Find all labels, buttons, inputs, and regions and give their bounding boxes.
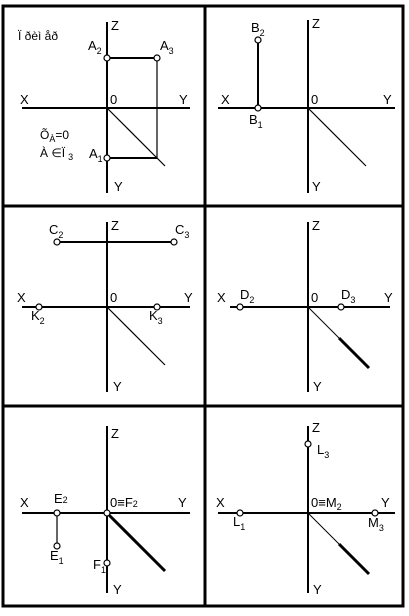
- p2-origin-label: 0: [311, 92, 319, 107]
- p5-y-label: Y: [178, 495, 187, 510]
- p1-label-a2: $A_2$: [88, 38, 102, 56]
- p3-y-label: Y: [184, 290, 193, 305]
- p6-label-m3: $M_3$: [368, 515, 384, 533]
- p3-label-c2: $C_2$: [49, 222, 64, 240]
- p4-origin-label: 0: [311, 290, 319, 305]
- p3-label-k2: $K_2$: [31, 308, 45, 326]
- p6-point-l3: [305, 441, 311, 447]
- p2-x-label: X: [221, 92, 230, 107]
- p4-z-label: Z: [312, 218, 320, 233]
- p2-point-b1: [255, 105, 261, 111]
- p1-caption: Ï ðèì åð: [18, 29, 59, 43]
- panel-6: [216, 420, 395, 597]
- p3-label-c3: $C_3$: [175, 222, 190, 240]
- p6-y-label: Y: [381, 495, 390, 510]
- p6-origin-label: $0\equiv M_2$: [311, 495, 342, 512]
- p5-point-e2: [54, 510, 60, 516]
- p4-x-label: X: [217, 290, 226, 305]
- p5-y-lower-label: Y: [113, 582, 122, 597]
- p6-label-l3: $L_3$: [317, 442, 330, 460]
- p3-label-k3: $K_3$: [149, 308, 163, 326]
- p5-label-e1: $E_1$: [50, 548, 64, 566]
- p1-origin-label: 0: [110, 92, 118, 107]
- p1-label-a1: $A_1$: [89, 146, 103, 164]
- p5-z-label: Z: [111, 426, 119, 441]
- p5-label-e2: E2: [54, 491, 68, 506]
- p4-y-label: Y: [384, 290, 393, 305]
- p2-label-b1: $B_1$: [249, 112, 263, 130]
- p1-x-label: X: [20, 92, 29, 107]
- p2-label-b2: $B_2$: [251, 20, 265, 38]
- p3-z-label: Z: [111, 218, 119, 233]
- p1-note-membership: À ∈Ï $_3$: [40, 146, 74, 162]
- p4-y-lower-label: Y: [313, 379, 322, 394]
- p4-segment-d1: [339, 338, 369, 368]
- p4-point-d3: [338, 304, 344, 310]
- p5-origin-label: 0≡F2: [110, 495, 138, 510]
- p4-label-d2: $D_2$: [240, 287, 255, 305]
- p3-point-c3: [171, 239, 177, 245]
- p2-y-lower-label: Y: [312, 179, 321, 194]
- p4-label-d3: $D_3$: [341, 287, 356, 305]
- panel-1: [18, 18, 190, 194]
- p3-origin-label: 0: [110, 290, 118, 305]
- p1-point-a2: [104, 55, 110, 61]
- p6-z-label: Z: [312, 420, 320, 435]
- p6-y-bisector: [308, 513, 339, 544]
- panel-3: [17, 218, 193, 394]
- panel-5: [20, 426, 190, 597]
- p6-x-label: X: [216, 495, 225, 510]
- p1-y-lower-label: Y: [114, 179, 123, 194]
- p4-y-bisector: [308, 307, 339, 338]
- p4-point-d2: [237, 304, 243, 310]
- p5-y-bisector: [107, 513, 165, 571]
- p6-label-l1: $L_1$: [233, 514, 246, 532]
- p2-y-label: Y: [383, 92, 392, 107]
- p1-label-a3: $A_3$: [160, 38, 174, 56]
- p1-point-a1: [104, 155, 110, 161]
- p1-z-label: Z: [111, 18, 119, 33]
- p5-x-label: X: [20, 495, 29, 510]
- panel-2: [218, 16, 395, 194]
- p6-y-lower-label: Y: [313, 582, 322, 597]
- p5-label-f1: $F_1$: [93, 557, 106, 575]
- p1-point-a3: [154, 55, 160, 61]
- p5-point-f2: [104, 510, 110, 516]
- p3-x-label: X: [17, 290, 26, 305]
- panel-4: [217, 218, 393, 394]
- p3-y-lower-label: Y: [113, 379, 122, 394]
- p2-z-label: Z: [312, 16, 320, 31]
- p1-note-condition: $Õ_À=0$: [40, 128, 70, 144]
- p6-segment-l1: [339, 544, 369, 574]
- p2-y-bisector: [308, 108, 366, 166]
- p1-y-label: Y: [179, 92, 188, 107]
